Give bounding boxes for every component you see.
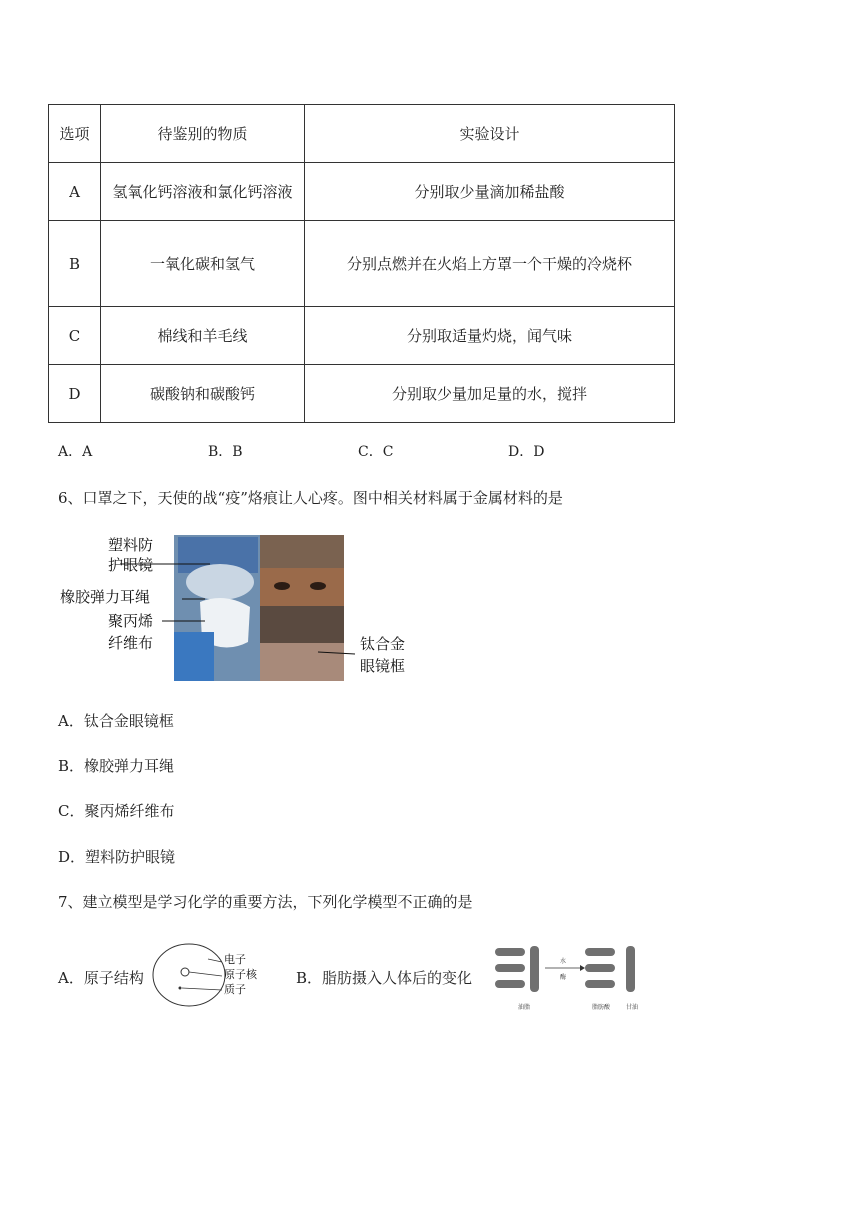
fat-arrow-enzyme: 酶 (560, 974, 567, 981)
table-row (49, 365, 675, 423)
row-design: 分别点燃并在火焰上方罩一个干燥的冷烧杯 (305, 221, 675, 307)
header-design: 实验设计 (305, 105, 675, 163)
row-substance: 棉线和羊毛线 (101, 307, 305, 365)
question-table (48, 104, 675, 423)
row-substance: 一氧化碳和氢气 (101, 221, 305, 307)
row-option: B (49, 221, 101, 307)
table-row (49, 221, 675, 307)
atom-label-electron: 电子 (224, 953, 246, 966)
q5-option-a[interactable]: A．A (58, 444, 93, 460)
row-option: C (49, 307, 101, 365)
q5-option-b[interactable]: B．B (208, 444, 243, 460)
table-row (49, 163, 675, 221)
row-substance: 氢氧化钙溶液和氯化钙溶液 (101, 163, 305, 221)
label-titanium-frame-2: 眼镜框 (360, 657, 406, 675)
label-plastic-goggles-2: 护眼镜 (108, 556, 154, 574)
q7-option-b[interactable]: B．脂肪摄入人体后的变化 (296, 969, 473, 987)
q6-option-c[interactable]: C．聚丙烯纤维布 (58, 802, 175, 820)
q6-option-a[interactable]: A．钛合金眼镜框 (58, 712, 174, 730)
q5-option-d[interactable]: D．D (508, 444, 545, 460)
q6-stem: 6、口罩之下，天使的战“疫”烙痕让人心疼。图中相关材料属于金属材料的是 (58, 489, 563, 507)
fat-label-fatty-acid: 脂肪酸 (592, 1004, 611, 1011)
label-rubber-ear: 橡胶弹力耳绳 (60, 588, 151, 606)
label-titanium-frame-1: 钛合金 (360, 635, 406, 653)
q7-option-a[interactable]: A．原子结构 (58, 969, 144, 987)
q6-figure (60, 532, 420, 684)
label-pp-fiber-1: 聚丙烯 (108, 612, 154, 630)
q6-option-b[interactable]: B．橡胶弹力耳绳 (58, 757, 175, 775)
fat-digestion-diagram (490, 942, 650, 1004)
row-substance: 碳酸钠和碳酸钙 (101, 365, 305, 423)
header-substance: 待鉴别的物质 (101, 105, 305, 163)
row-option: D (49, 365, 101, 423)
fat-digestion-figure (490, 942, 650, 1012)
table-row (49, 307, 675, 365)
row-design: 分别取适量灼烧，闻气味 (305, 307, 675, 365)
q7-stem: 7、建立模型是学习化学的重要方法，下列化学模型不正确的是 (58, 893, 473, 911)
row-design: 分别取少量滴加稀盐酸 (305, 163, 675, 221)
atom-model-figure (150, 940, 270, 1010)
fat-label-glycerol: 甘油 (626, 1004, 639, 1011)
atom-label-proton: 质子 (224, 983, 246, 996)
fat-label-oil: 油脂 (518, 1004, 531, 1011)
table-header-row (49, 105, 675, 163)
label-plastic-goggles-1: 塑料防 (108, 536, 154, 554)
header-option: 选项 (49, 105, 101, 163)
row-option: A (49, 163, 101, 221)
q5-options (58, 441, 678, 465)
atom-label-nucleus: 原子核 (224, 968, 257, 981)
label-pp-fiber-2: 纤维布 (108, 634, 154, 652)
row-design: 分别取少量加足量的水，搅拌 (305, 365, 675, 423)
q5-option-c[interactable]: C．C (358, 444, 394, 460)
fat-arrow-water: 水 (560, 958, 567, 965)
q6-option-d[interactable]: D．塑料防护眼镜 (58, 848, 176, 866)
